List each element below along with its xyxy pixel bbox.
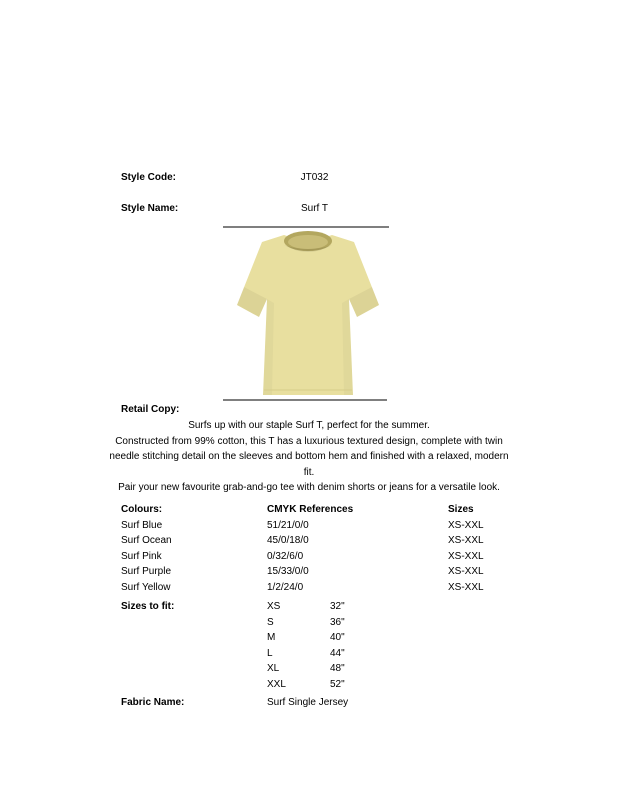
fabric-row bbox=[121, 695, 551, 711]
spacer bbox=[121, 630, 267, 646]
size-chest: 48" bbox=[330, 663, 345, 675]
style-name-label: Style Name: bbox=[121, 203, 179, 214]
size-row bbox=[121, 630, 551, 646]
retail-copy-line: needle stitching detail on the sleeves and bottom hem and finished with a relaxed, modern bbox=[109, 451, 509, 462]
tshirt-collar-inner bbox=[288, 235, 328, 249]
style-code-label: Style Code: bbox=[121, 172, 177, 183]
photo-bottom-rule bbox=[223, 399, 387, 401]
photo-top-rule bbox=[223, 226, 389, 228]
fabric-name-label: Fabric Name: bbox=[121, 697, 185, 708]
colour-name: Surf Purple bbox=[121, 566, 172, 578]
retail-copy-label: Retail Copy: bbox=[121, 404, 180, 415]
spacer bbox=[121, 661, 267, 677]
retail-copy-line: Constructed from 99% cotton, this T has a luxurious textured design, complete with twin bbox=[115, 435, 503, 447]
cmyk-header: CMYK References bbox=[267, 504, 354, 515]
retail-copy-line: Pair your new favourite grab-and-go tee with denim shorts or jeans for a versatile look. bbox=[118, 482, 500, 493]
size-code: XXL bbox=[267, 678, 286, 690]
size-chest: 32" bbox=[330, 601, 345, 612]
size-code: XL bbox=[267, 663, 280, 675]
retail-copy-text bbox=[59, 418, 559, 496]
colour-cmyk: 0/32/6/0 bbox=[267, 550, 304, 562]
sizes-header: Sizes bbox=[448, 504, 474, 515]
colour-row bbox=[121, 564, 551, 580]
size-row bbox=[121, 646, 551, 662]
colour-row bbox=[121, 518, 551, 534]
colour-cmyk: 1/2/24/0 bbox=[267, 581, 304, 593]
style-name-row bbox=[121, 201, 508, 216]
retail-copy-line: Surfs up with our staple Surf T, perfect for the summer. bbox=[188, 420, 430, 431]
size-row bbox=[121, 599, 551, 615]
size-code: M bbox=[267, 632, 276, 644]
colour-name: Surf Ocean bbox=[121, 535, 172, 547]
colours-table bbox=[121, 502, 551, 596]
colour-sizes: XS-XXL bbox=[448, 566, 484, 578]
colour-name: Surf Blue bbox=[121, 519, 163, 531]
colour-name: Surf Pink bbox=[121, 550, 162, 562]
style-name-value: Surf T bbox=[300, 203, 329, 214]
size-row bbox=[121, 615, 551, 631]
colour-sizes: XS-XXL bbox=[448, 550, 484, 562]
colour-row bbox=[121, 533, 551, 549]
colour-cmyk: 15/33/0/0 bbox=[267, 566, 309, 578]
sizes-to-fit-label: Sizes to fit: bbox=[121, 601, 175, 612]
colour-sizes: XS-XXL bbox=[448, 581, 484, 593]
fabric-section bbox=[121, 695, 551, 711]
size-chest: 40" bbox=[330, 632, 345, 644]
size-row bbox=[121, 661, 551, 677]
style-code-row bbox=[121, 170, 508, 185]
colour-name: Surf Yellow bbox=[121, 581, 171, 593]
fabric-name-value: Surf Single Jersey bbox=[267, 697, 349, 708]
size-chest: 44" bbox=[330, 647, 345, 659]
product-photo bbox=[222, 229, 390, 397]
colour-row bbox=[121, 580, 551, 596]
spacer bbox=[121, 615, 267, 631]
tshirt-illustration bbox=[222, 229, 390, 397]
colour-cmyk: 51/21/0/0 bbox=[267, 519, 309, 531]
size-code: L bbox=[267, 647, 273, 659]
size-row bbox=[121, 677, 551, 693]
size-code: S bbox=[267, 616, 274, 628]
colours-header: Colours: bbox=[121, 504, 163, 515]
style-code-value: JT032 bbox=[300, 172, 329, 183]
size-code: XS bbox=[267, 601, 281, 612]
colour-row bbox=[121, 549, 551, 565]
size-chest: 52" bbox=[330, 678, 345, 690]
retail-copy-line: fit. bbox=[303, 466, 315, 478]
spacer bbox=[121, 677, 267, 693]
colour-cmyk: 45/0/18/0 bbox=[267, 535, 309, 547]
size-chest: 36" bbox=[330, 616, 345, 628]
colour-sizes: XS-XXL bbox=[448, 519, 484, 531]
colours-header-row bbox=[121, 502, 551, 518]
colour-sizes: XS-XXL bbox=[448, 535, 484, 547]
spacer bbox=[121, 646, 267, 662]
sizes-to-fit-table bbox=[121, 599, 551, 693]
